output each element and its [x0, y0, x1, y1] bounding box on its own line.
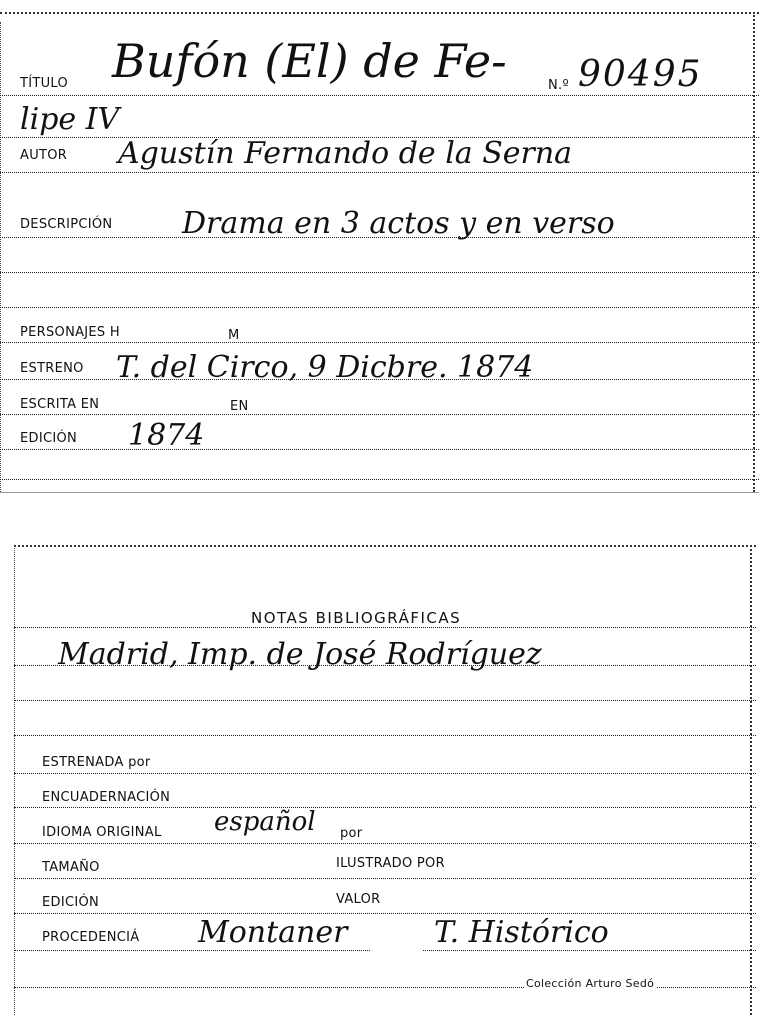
procedencia-label: PROCEDENCIÁ	[42, 930, 140, 945]
rule-line	[14, 773, 756, 774]
personajes-m-label: M	[228, 328, 240, 343]
top-index-card	[0, 12, 759, 492]
idioma-por-label: por	[340, 826, 363, 841]
card-top-edge	[0, 12, 759, 14]
estreno-label: ESTRENO	[20, 361, 84, 376]
rule-line	[14, 878, 756, 879]
card-top-edge	[14, 545, 756, 547]
autor-handwritten: Agustín Fernando de la Serna	[118, 136, 573, 171]
card-separator	[0, 492, 759, 493]
rule-line	[0, 272, 759, 273]
estrenada-label: ESTRENADA por	[42, 755, 151, 770]
procedencia-note-handwritten: T. Histórico	[434, 915, 609, 950]
titulo-handwritten: Bufón (El) de Fe-	[112, 34, 507, 88]
rule-line	[14, 627, 756, 628]
numero-label: N.º	[548, 78, 569, 93]
bottom-index-card	[14, 545, 756, 1015]
edicion-label: EDICIÓN	[20, 431, 78, 446]
personajes-label: PERSONAJES H	[20, 325, 120, 340]
escrita-label: ESCRITA EN	[20, 397, 100, 412]
titulo-label: TÍTULO	[20, 76, 69, 91]
card-right-edge	[750, 545, 752, 1015]
rule-line	[0, 342, 759, 343]
card-left-edge	[0, 22, 1, 492]
numero-handwritten: 90495	[578, 54, 703, 95]
idioma-label: IDIOMA ORIGINAL	[42, 825, 162, 840]
rule-line	[0, 449, 759, 450]
descripcion-handwritten: Drama en 3 actos y en verso	[182, 206, 615, 241]
ilustrado-label: ILUSTRADO POR	[336, 856, 445, 871]
descripcion-label: DESCRIPCIÓN	[20, 217, 113, 232]
procedencia-handwritten: Montaner	[198, 915, 348, 950]
escrita-en-label: EN	[230, 399, 249, 414]
valor-label: VALOR	[336, 892, 381, 907]
edicion-label-bottom: EDICIÓN	[42, 895, 100, 910]
encuadernacion-label: ENCUADERNACIÓN	[42, 790, 171, 805]
rule-line	[14, 700, 756, 701]
estreno-handwritten: T. del Circo, 9 Dicbre. 1874	[116, 350, 534, 385]
rule-line	[0, 172, 759, 173]
rule-line	[0, 414, 759, 415]
erased-area	[370, 921, 422, 963]
notas-handwritten: Madrid, Imp. de José Rodríguez	[58, 637, 542, 672]
edicion-handwritten: 1874	[128, 418, 205, 453]
rule-line	[14, 913, 756, 914]
rule-line	[0, 307, 759, 308]
card-right-edge	[753, 12, 755, 492]
rule-line	[14, 735, 756, 736]
rule-line	[14, 843, 756, 844]
titulo-continuation-handwritten: lipe IV	[20, 102, 120, 137]
rule-line	[0, 95, 759, 96]
idioma-handwritten: español	[214, 807, 316, 837]
autor-label: AUTOR	[20, 148, 68, 163]
notas-heading: NOTAS BIBLIOGRÁFICAS	[251, 609, 462, 627]
rule-line	[14, 807, 756, 808]
card-left-edge	[14, 545, 15, 1015]
rule-line	[0, 479, 759, 480]
coleccion-stamp: Colección Arturo Sedó	[526, 977, 655, 990]
tamano-label: TAMAÑO	[42, 860, 100, 875]
